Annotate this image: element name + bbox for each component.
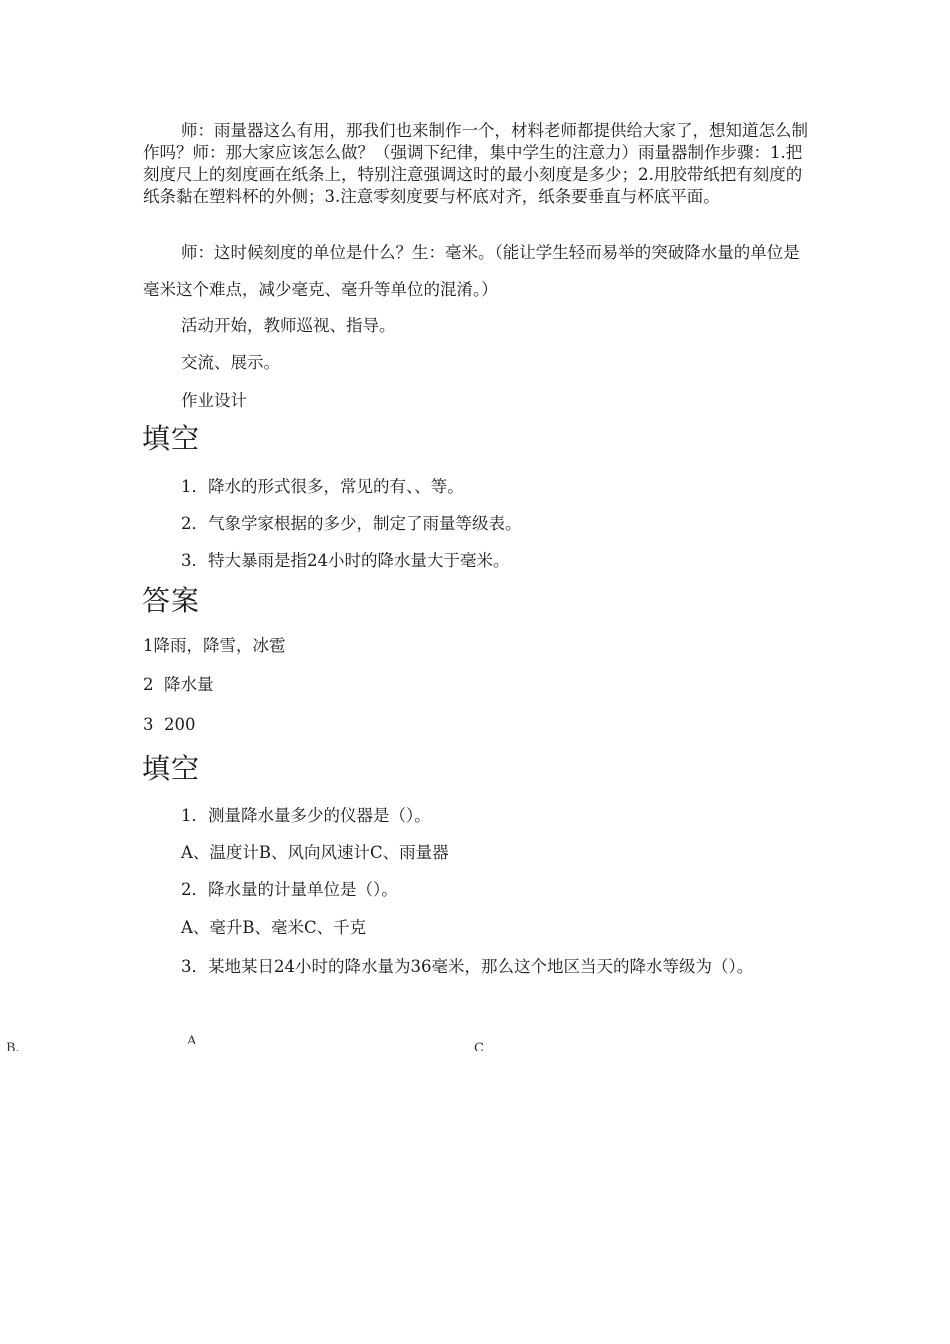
- answer-3: 3 200: [143, 715, 196, 734]
- section2-heading: 填空: [142, 752, 201, 785]
- section2-options-2: A、毫升B、毫米C、千克: [181, 918, 367, 937]
- cutoff-option-a: A: [187, 1035, 197, 1044]
- section1-heading: 填空: [142, 422, 201, 455]
- section2-question-2: 2．降水量的计量单位是（）。: [181, 880, 398, 899]
- answer-2: 2 降水量: [143, 675, 214, 694]
- section1-question-1: 1．降水的形式很多，常见的有、、等。: [181, 477, 464, 496]
- answer-1: 1降雨，降雪，冰雹: [143, 636, 286, 655]
- homework-title: 作业设计: [181, 391, 247, 410]
- section2-question-1: 1．测量降水量多少的仪器是（）。: [181, 806, 431, 825]
- share-line: 交流、展示。: [181, 353, 280, 372]
- cutoff-option-c: C: [474, 1042, 484, 1051]
- section1-question-2: 2．气象学家根据的多少，制定了雨量等级表。: [181, 514, 522, 533]
- cutoff-option-b: B.: [6, 1042, 20, 1051]
- section2-question-3: 3．某地某日24小时的降水量为36毫米，那么这个地区当天的降水等级为（）。: [181, 957, 754, 976]
- section1-question-3: 3．特大暴雨是指24小时的降水量大于毫米。: [181, 551, 510, 570]
- activity-line: 活动开始，教师巡视、指导。: [181, 316, 396, 335]
- section2-options-1: A、温度计B、风向风速计C、雨量器: [181, 843, 449, 862]
- unit-paragraph: 师：这时候刻度的单位是什么？生：毫米。（能让学生轻而易举的突破降水量的单位是毫米这个难点，减少毫克、毫升等单位的混淆。）: [143, 243, 800, 299]
- intro-paragraph: 师：雨量器这么有用，那我们也来制作一个，材料老师都提供给大家了，想知道怎么制作吗？师：那大家应该怎么做？（强调下纪律，集中学生的注意力）雨量器制作步骤：1.把刻度尺上的刻度画在纸条上，特别注意强调这时的最小刻度是多少；2.用胶带纸把有刻度的纸条黏在塑料杯的外侧；3.注意零刻度要与杯底对齐，纸条要垂直与杯底平面。: [143, 121, 808, 206]
- answers-heading: 答案: [142, 584, 201, 617]
